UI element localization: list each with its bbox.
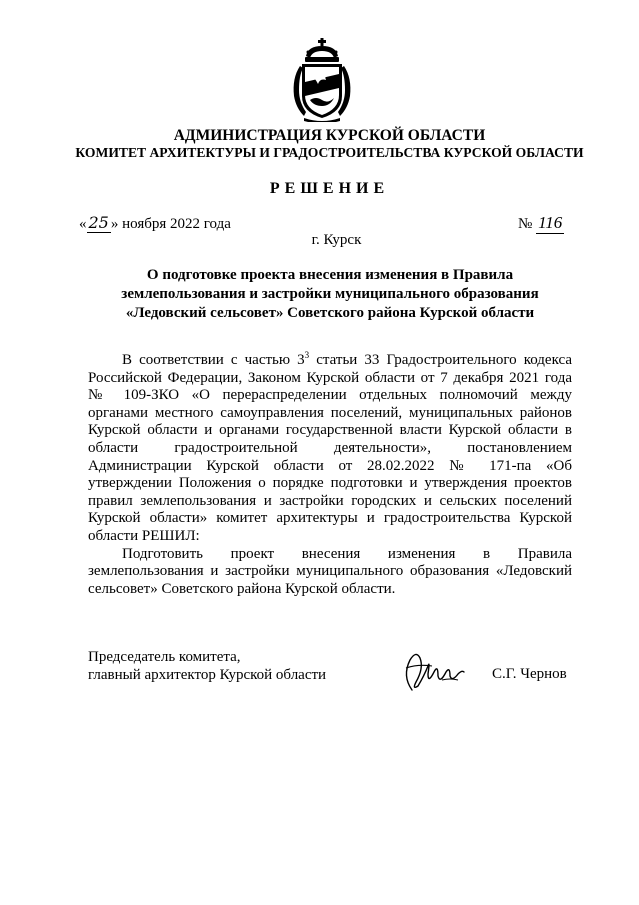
date-month-year: » ноября 2022 года [110, 216, 231, 232]
number-handwritten: 116 [538, 213, 563, 232]
signatory-title-line1: Председатель комитета, [88, 649, 241, 665]
decision-body [88, 352, 572, 598]
number-prefix: № [518, 216, 537, 232]
city-name: г. Курск [311, 232, 362, 248]
coat-of-arms-emblem [284, 38, 360, 122]
committee-name: КОМИТЕТ АРХИТЕКТУРЫ И ГРАДОСТРОИТЕЛЬСТВА КУРСКОЙ ОБЛАСТИ [75, 145, 584, 160]
signatory-title-line2: главный архитектор Курской области [88, 667, 327, 683]
body-paragraph-2: Подготовить проект внесения изменения в Правила землепользования и застройки муниципального образования «Ледовский сельсовет» Советского района Курской области. [88, 545, 572, 597]
body-p1-rest: статьи 33 Градостроительного кодекса Российской Федерации, Законом Курской области от 7 декабря 2021 года № 109-ЗКО «О перераспределении отдельных полномочий между органами местного самоуправления поселений, муниципальных районов Курской области и органами государственной власти Курской области в области градостроительной деятельности», постановлением Администрации Курской области от 28.02.2022 № 171-па «Об утверждении Положения о порядке подготовки и утверждения проектов правил землепользования и застройки городских и сельских поселений Курской области» комитет архитектуры и градостроительства Курской области РЕШИЛ: [88, 352, 572, 544]
body-p1-superscript: 3 [304, 350, 310, 360]
body-p1-start: В соответствии с частью 3 [122, 352, 305, 368]
date-day-handwritten: 25 [88, 213, 109, 232]
signatory-name: С.Г. Чернов [492, 666, 567, 682]
organization-name: АДМИНИСТРАЦИЯ КУРСКОЙ ОБЛАСТИ [173, 127, 486, 144]
date-open-quote: « [79, 216, 87, 232]
signatory-position [88, 648, 326, 684]
document-date [79, 213, 231, 233]
handwritten-signature [398, 646, 468, 696]
document-type-title: РЕШЕНИЕ [269, 180, 390, 197]
document-number [518, 213, 564, 234]
decision-title: О подготовке проекта внесения изменения в Правила землепользования и застройки муниципального образования «Ледовский сельсовет» Советского района Курской области [121, 267, 539, 321]
body-paragraph-1 [88, 352, 572, 546]
